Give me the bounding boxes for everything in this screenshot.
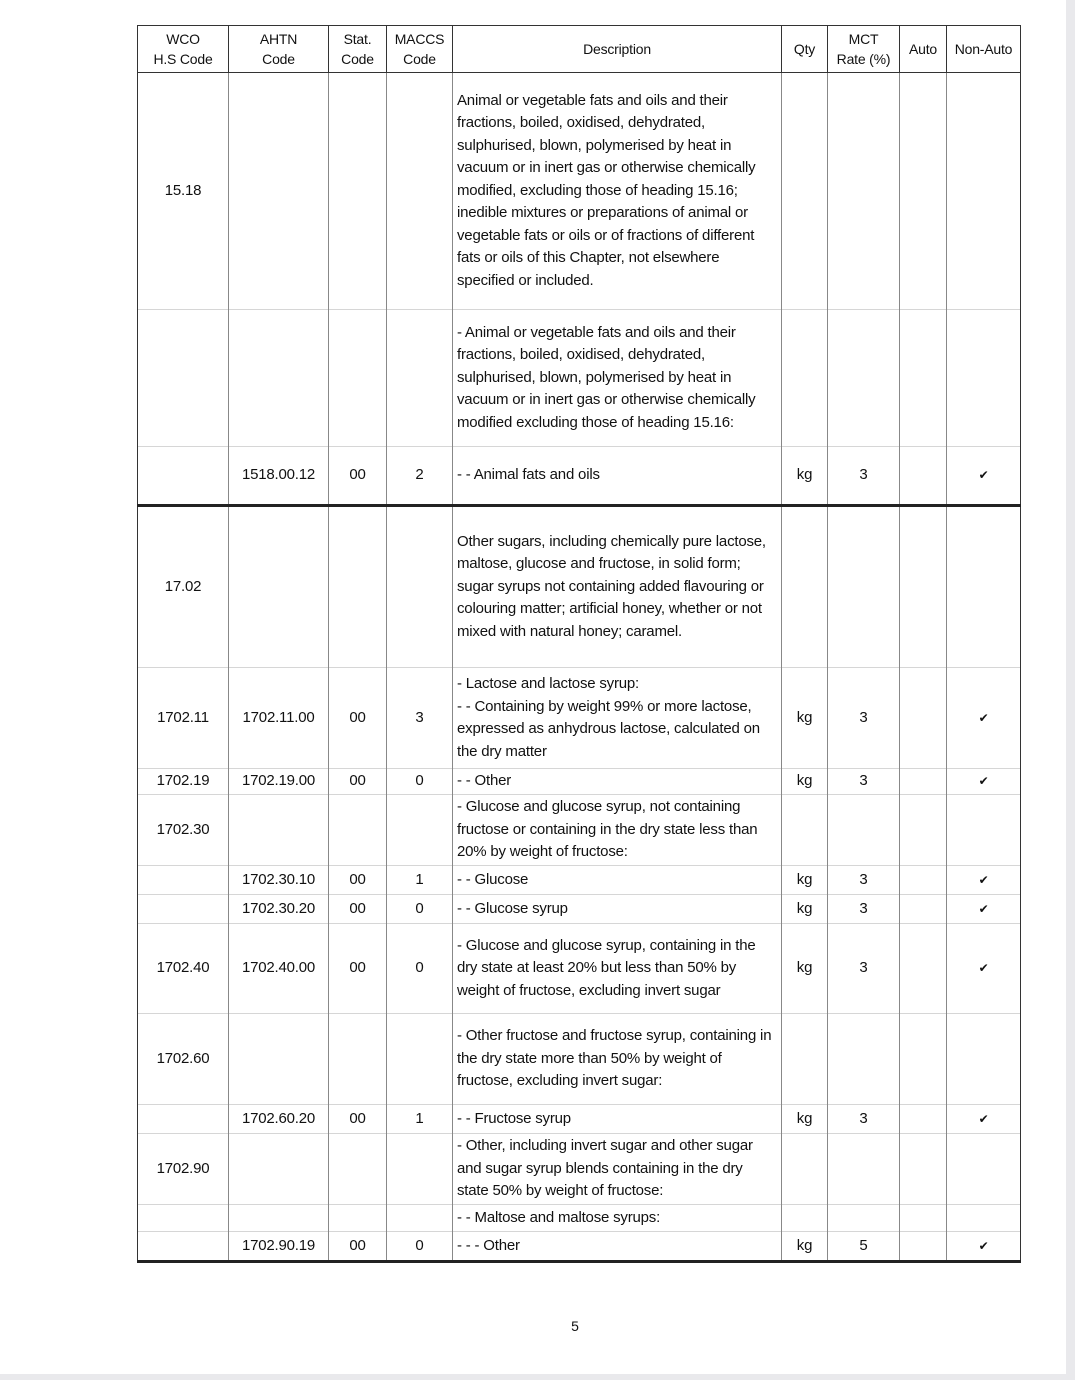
qty-cell: kg <box>782 668 828 769</box>
ahtn-code-cell <box>229 1134 329 1205</box>
table-row <box>138 668 1021 769</box>
wco-hs-code-cell <box>138 1232 229 1262</box>
description-cell: - - Glucose syrup <box>453 895 782 924</box>
mct-rate-cell: 3 <box>828 895 900 924</box>
wco-hs-code-cell <box>138 1105 229 1134</box>
qty-cell <box>782 73 828 310</box>
table-row <box>138 1232 1021 1262</box>
maccs-code-cell <box>387 795 453 866</box>
description-cell: - Other, including invert sugar and other sugar and sugar syrup blends containing in the dry state 50% by weight of fructose: <box>453 1134 782 1205</box>
mct-rate-cell: 3 <box>828 1105 900 1134</box>
auto-cell <box>900 73 947 310</box>
table-row <box>138 447 1021 506</box>
non-auto-cell: ✔ <box>947 668 1021 769</box>
description-cell: - - Fructose syrup <box>453 1105 782 1134</box>
ahtn-code-cell <box>229 795 329 866</box>
col-ahtn-header: AHTN Code <box>229 26 329 73</box>
non-auto-cell: ✔ <box>947 1232 1021 1262</box>
mct-rate-cell: 5 <box>828 1232 900 1262</box>
description-cell: - Other fructose and fructose syrup, containing in the dry state more than 50% by weight of fructose, excluding invert sugar: <box>453 1014 782 1105</box>
maccs-code-cell: 1 <box>387 866 453 895</box>
auto-cell <box>900 769 947 795</box>
table-row <box>138 895 1021 924</box>
tariff-table <box>137 25 1021 1263</box>
auto-cell <box>900 1014 947 1105</box>
description-cell: Other sugars, including chemically pure lactose, maltose, glucose and fructose, in solid form; sugar syrups not containing added flavouring or colouring matter; artificial honey, whether or not mixed with natural honey; caramel. <box>453 506 782 668</box>
ahtn-code-cell: 1518.00.12 <box>229 447 329 506</box>
col-non-auto-header: Non-Auto <box>947 26 1021 73</box>
stat-code-cell <box>329 795 387 866</box>
maccs-code-cell: 0 <box>387 895 453 924</box>
table-row <box>138 924 1021 1014</box>
stat-code-cell: 00 <box>329 924 387 1014</box>
non-auto-cell: ✔ <box>947 895 1021 924</box>
maccs-code-cell: 0 <box>387 769 453 795</box>
wco-hs-code-cell: 1702.11 <box>138 668 229 769</box>
table-row <box>138 795 1021 866</box>
description-cell: - - - Other <box>453 1232 782 1262</box>
col-mct-header: MCT Rate (%) <box>828 26 900 73</box>
auto-cell <box>900 795 947 866</box>
maccs-code-cell: 3 <box>387 668 453 769</box>
auto-cell <box>900 924 947 1014</box>
maccs-code-cell <box>387 1205 453 1232</box>
maccs-code-cell: 1 <box>387 1105 453 1134</box>
auto-cell <box>900 506 947 668</box>
description-cell: - Glucose and glucose syrup, containing in the dry state at least 20% but less than 50% by weight of fructose, excluding invert sugar <box>453 924 782 1014</box>
wco-hs-code-cell: 15.18 <box>138 73 229 310</box>
non-auto-cell: ✔ <box>947 866 1021 895</box>
mct-rate-cell <box>828 1205 900 1232</box>
header-row <box>138 26 1021 73</box>
wco-hs-code-cell <box>138 447 229 506</box>
description-cell: - Lactose and lactose syrup: - - Containing by weight 99% or more lactose, expressed as anhydrous lactose, calculated on the dry matter <box>453 668 782 769</box>
qty-cell <box>782 1014 828 1105</box>
ahtn-code-cell: 1702.60.20 <box>229 1105 329 1134</box>
qty-cell: kg <box>782 1232 828 1262</box>
non-auto-cell <box>947 795 1021 866</box>
qty-cell: kg <box>782 447 828 506</box>
table-row <box>138 1134 1021 1205</box>
mct-rate-cell: 3 <box>828 924 900 1014</box>
table-row <box>138 1105 1021 1134</box>
qty-cell <box>782 795 828 866</box>
stat-code-cell: 00 <box>329 668 387 769</box>
stat-code-cell: 00 <box>329 866 387 895</box>
ahtn-code-cell <box>229 506 329 668</box>
table-row <box>138 866 1021 895</box>
mct-rate-cell: 3 <box>828 447 900 506</box>
ahtn-code-cell: 1702.30.20 <box>229 895 329 924</box>
auto-cell <box>900 1105 947 1134</box>
maccs-code-cell <box>387 310 453 447</box>
description-cell: - Animal or vegetable fats and oils and their fractions, boiled, oxidised, dehydrated, sulphurised, blown, polymerised by heat in vacuum or in inert gas or otherwise chemically modified excluding those of heading 15.16: <box>453 310 782 447</box>
description-cell: - - Glucose <box>453 866 782 895</box>
stat-code-cell <box>329 1014 387 1105</box>
stat-code-cell: 00 <box>329 769 387 795</box>
wco-hs-code-cell: 1702.19 <box>138 769 229 795</box>
non-auto-cell: ✔ <box>947 1105 1021 1134</box>
auto-cell <box>900 447 947 506</box>
table-row <box>138 73 1021 310</box>
col-description-header: Description <box>453 26 782 73</box>
auto-cell <box>900 310 947 447</box>
mct-rate-cell: 3 <box>828 769 900 795</box>
wco-hs-code-cell: 1702.40 <box>138 924 229 1014</box>
stat-code-cell <box>329 73 387 310</box>
auto-cell <box>900 866 947 895</box>
description-cell: - - Animal fats and oils <box>453 447 782 506</box>
description-cell: - - Other <box>453 769 782 795</box>
wco-hs-code-cell: 1702.90 <box>138 1134 229 1205</box>
mct-rate-cell: 3 <box>828 866 900 895</box>
mct-rate-cell <box>828 73 900 310</box>
table-row <box>138 506 1021 668</box>
auto-cell <box>900 1205 947 1232</box>
wco-hs-code-cell: 1702.30 <box>138 795 229 866</box>
non-auto-cell: ✔ <box>947 447 1021 506</box>
wco-hs-code-cell: 1702.60 <box>138 1014 229 1105</box>
ahtn-code-cell: 1702.19.00 <box>229 769 329 795</box>
qty-cell <box>782 1205 828 1232</box>
description-cell: - Glucose and glucose syrup, not containing fructose or containing in the dry state less than 20% by weight of fructose: <box>453 795 782 866</box>
table-row <box>138 769 1021 795</box>
maccs-code-cell <box>387 1134 453 1205</box>
qty-cell: kg <box>782 769 828 795</box>
maccs-code-cell: 0 <box>387 924 453 1014</box>
table-row <box>138 1014 1021 1105</box>
maccs-code-cell: 2 <box>387 447 453 506</box>
col-auto-header: Auto <box>900 26 947 73</box>
stat-code-cell <box>329 1134 387 1205</box>
auto-cell <box>900 1232 947 1262</box>
col-maccs-header: MACCS Code <box>387 26 453 73</box>
wco-hs-code-cell <box>138 866 229 895</box>
col-stat-header: Stat. Code <box>329 26 387 73</box>
stat-code-cell: 00 <box>329 895 387 924</box>
page-number: 5 <box>571 1318 579 1334</box>
mct-rate-cell <box>828 1014 900 1105</box>
mct-rate-cell: 3 <box>828 668 900 769</box>
table-row <box>138 1205 1021 1232</box>
wco-hs-code-cell <box>138 895 229 924</box>
table-body <box>138 73 1021 1262</box>
maccs-code-cell <box>387 1014 453 1105</box>
ahtn-code-cell <box>229 73 329 310</box>
wco-hs-code-cell <box>138 1205 229 1232</box>
ahtn-code-cell: 1702.90.19 <box>229 1232 329 1262</box>
table-row <box>138 310 1021 447</box>
stat-code-cell: 00 <box>329 1232 387 1262</box>
non-auto-cell <box>947 310 1021 447</box>
col-qty-header: Qty <box>782 26 828 73</box>
non-auto-cell: ✔ <box>947 924 1021 1014</box>
mct-rate-cell <box>828 795 900 866</box>
ahtn-code-cell: 1702.40.00 <box>229 924 329 1014</box>
stat-code-cell <box>329 506 387 668</box>
qty-cell: kg <box>782 895 828 924</box>
non-auto-cell: ✔ <box>947 769 1021 795</box>
qty-cell: kg <box>782 866 828 895</box>
ahtn-code-cell: 1702.30.10 <box>229 866 329 895</box>
mct-rate-cell <box>828 1134 900 1205</box>
qty-cell <box>782 310 828 447</box>
description-cell: - - Maltose and maltose syrups: <box>453 1205 782 1232</box>
mct-rate-cell <box>828 310 900 447</box>
maccs-code-cell: 0 <box>387 1232 453 1262</box>
auto-cell <box>900 668 947 769</box>
wco-hs-code-cell <box>138 310 229 447</box>
stat-code-cell <box>329 1205 387 1232</box>
mct-rate-cell <box>828 506 900 668</box>
col-wco-header: WCO H.S Code <box>138 26 229 73</box>
stat-code-cell <box>329 310 387 447</box>
non-auto-cell <box>947 1014 1021 1105</box>
ahtn-code-cell: 1702.11.00 <box>229 668 329 769</box>
maccs-code-cell <box>387 73 453 310</box>
qty-cell: kg <box>782 1105 828 1134</box>
non-auto-cell <box>947 506 1021 668</box>
qty-cell <box>782 506 828 668</box>
wco-hs-code-cell: 17.02 <box>138 506 229 668</box>
auto-cell <box>900 895 947 924</box>
non-auto-cell <box>947 1205 1021 1232</box>
ahtn-code-cell <box>229 310 329 447</box>
description-cell: Animal or vegetable fats and oils and their fractions, boiled, oxidised, dehydrated, sulphurised, blown, polymerised by heat in vacuum or in inert gas or otherwise chemically modified, excluding those of heading 15.16; inedible mixtures or preparations of animal or vegetable fats or oils or of fractions of different fats or oils of this Chapter, not elsewhere specified or included. <box>453 73 782 310</box>
ahtn-code-cell <box>229 1205 329 1232</box>
ahtn-code-cell <box>229 1014 329 1105</box>
qty-cell <box>782 1134 828 1205</box>
non-auto-cell <box>947 73 1021 310</box>
maccs-code-cell <box>387 506 453 668</box>
stat-code-cell: 00 <box>329 1105 387 1134</box>
qty-cell: kg <box>782 924 828 1014</box>
auto-cell <box>900 1134 947 1205</box>
stat-code-cell: 00 <box>329 447 387 506</box>
non-auto-cell <box>947 1134 1021 1205</box>
